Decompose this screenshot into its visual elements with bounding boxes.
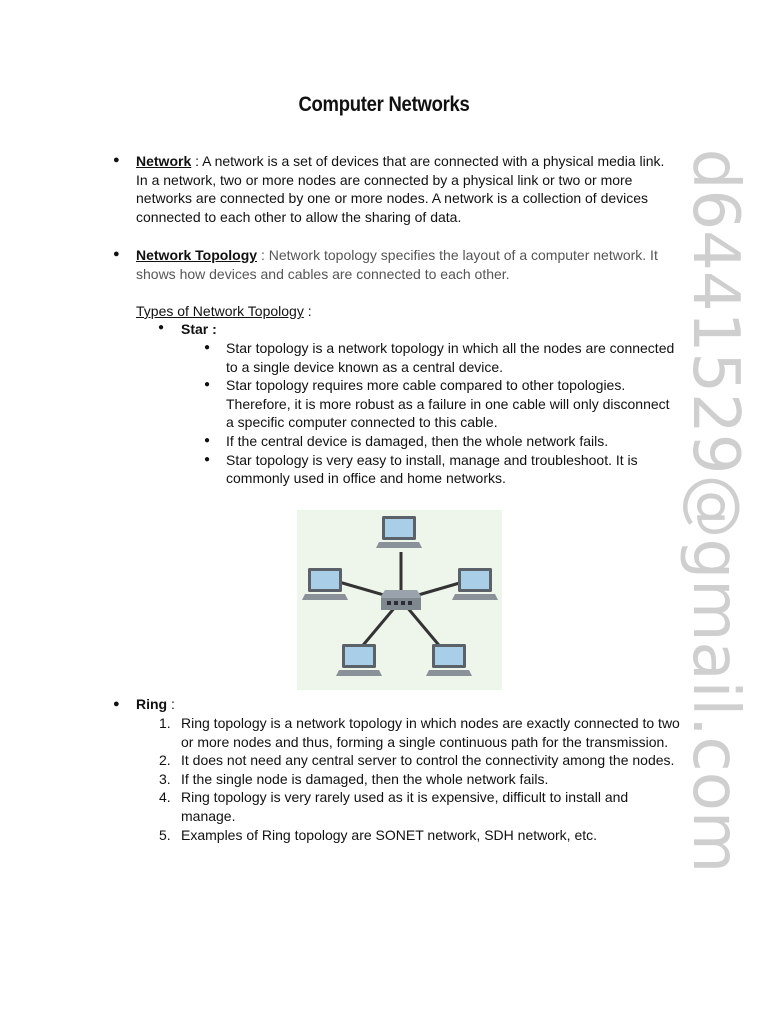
bullet-star: ●	[158, 322, 165, 333]
laptop-icon	[376, 516, 422, 548]
page-title: Computer Networks	[298, 93, 470, 116]
bullet-topology: ●	[113, 248, 120, 260]
paragraph-topology: Network Topology : Network topology specifies the layout of a computer network. It shows how devices and cables are connected to each other.	[136, 247, 658, 282]
topology-definition: Network topology specifies the layout of a computer network. It shows how devices and cables are connected to each other.	[136, 247, 658, 282]
laptop-icon	[426, 644, 472, 676]
laptop-icon	[452, 568, 498, 600]
term-network: Network	[136, 153, 192, 169]
term-network-topology: Network Topology	[136, 247, 258, 263]
list-item: ● Star topology requires more cable compared to other topologies. Therefore, it is more robust as a failure in one cable will only disconnect a specific computer connected to this cable.	[226, 376, 681, 432]
bullet-network: ●	[113, 154, 120, 166]
list-item: 3. If the single node is damaged, then the whole network fails.	[159, 770, 549, 787]
laptop-icon	[302, 568, 348, 600]
types-heading: Types of Network Topology :	[136, 303, 312, 319]
network-definition: : A network is a set of devices that are connected with a physical media link. In a network, two or more nodes are connected by a physical link or two or more networks are connected by one or more nodes. A network is a collection of devices connected to each other to allow the sharing of data.	[136, 153, 665, 225]
star-diagram-svg	[297, 510, 502, 690]
list-item: ● Star topology is a network topology in which all the nodes are connected to a single device known as a central device.	[226, 339, 681, 376]
hub-icon	[381, 590, 421, 610]
email-watermark: d6441529@gmail.com	[678, 148, 752, 874]
bullet-ring: ●	[113, 698, 120, 710]
list-item: 1. Ring topology is a network topology in which nodes are exactly connected to two or more nodes and thus, forming a single continuous path for the transmission.	[159, 715, 680, 750]
list-item: 2. It does not need any central server to control the connectivity among the nodes.	[159, 752, 675, 769]
laptop-icon	[336, 644, 382, 676]
star-topology-diagram	[297, 510, 502, 690]
ring-label: Ring :	[136, 696, 175, 712]
list-item: 4. Ring topology is very rarely used as it is expensive, difficult to install and manage.	[159, 789, 629, 824]
list-item: 5. Examples of Ring topology are SONET network, SDH network, etc.	[159, 826, 598, 843]
list-item: ● Star topology is very easy to install, manage and troubleshoot. It is commonly used in office and home networks.	[226, 451, 681, 488]
star-label: Star :	[181, 321, 217, 337]
list-item: ● If the central device is damaged, then the whole network fails.	[226, 432, 681, 451]
